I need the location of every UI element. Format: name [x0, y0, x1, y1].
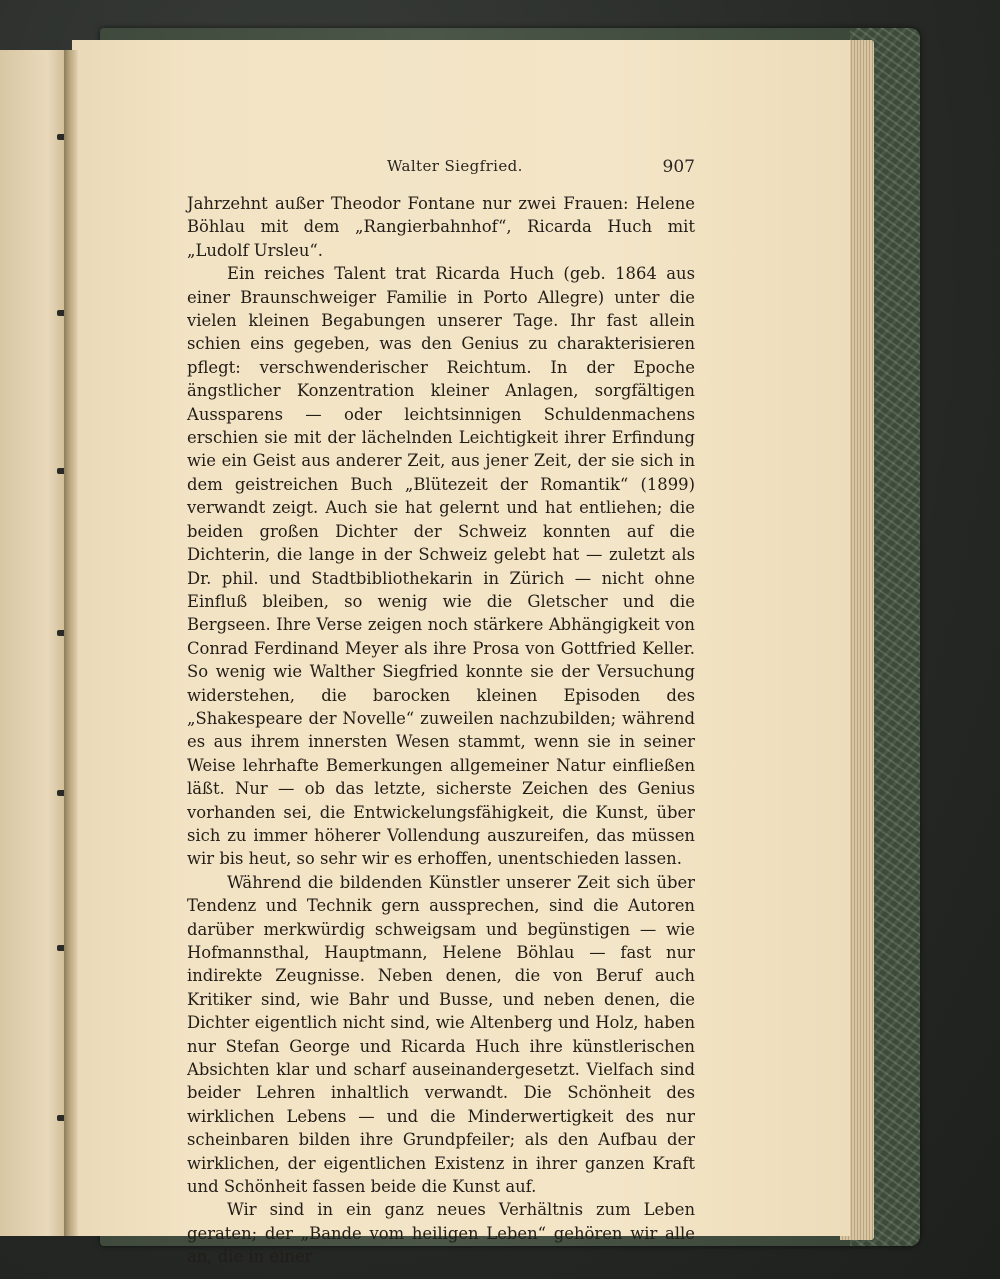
body-text — [187, 192, 695, 1269]
paragraph: Wir sind in ein ganz neues Verhältnis zum Leben geraten; der „Bande vom heiligen Leben“ gehören wir alle an, die in einer — [187, 1200, 695, 1267]
running-title: Walter Siegfried. — [387, 157, 523, 175]
paragraph: Ein reiches Talent trat Ricarda Huch (geb. 1864 aus einer Braunschweiger Familie in Porto Allegre) unter die vielen kleinen Begabungen unserer Tage. Ihr fast allein schien eins gegeben, was den Genius zu charakterisieren pflegt: verschwenderischer Reichtum. In der Epoche ängstlicher Konzentration kleiner Anlagen, sorgfältigen Aussparens — oder leichtsinnigen Schuldenmachens erschien sie mit der lächelnden Leichtigkeit ihrer Erfindung wie ein Geist aus anderer Zeit, aus jener Zeit, der sie sich in dem geistreichen Buch „Blütezeit der Romantik“ (1899) verwandt zeigt. Auch sie hat gelernt und hat entliehen; die beiden großen Dichter der Schweiz konnten auf die Dichterin, die lange in der Schweiz gelebt hat — zuletzt als Dr. phil. und Stadtbibliothekarin in Zürich — nicht ohne Einfluß bleiben, so wenig wie die Gletscher und die Bergseen. Ihre Verse zeigen noch stärkere Abhängigkeit von Conrad Ferdinand Meyer als ihre Prosa von Gottfried Keller. So wenig wie Walther Siegfried konnte sie der Versuchung widerstehen, die barocken kleinen Episoden des „Shakespeare der Novelle“ zuweilen nachzubilden; während es aus ihrem innersten Wesen stammt, wenn sie in seiner Weise lehrhafte Bemerkungen allgemeiner Natur einfließen läßt. Nur — ob das letzte, sicherste Zeichen des Genius vorhanden sei, die Entwickelungsfähigkeit, die Kunst, über sich zu immer höherer Vollendung auszureifen, das müssen wir bis heut, so sehr wir es erhoffen, unentschieden lassen. — [187, 264, 695, 869]
left-page-margin — [0, 50, 68, 1236]
paragraph: Jahrzehnt außer Theodor Fontane nur zwei Frauen: Helene Böhlau mit dem „Rangierbahnhof“, Ricarda Huch mit „Ludolf Ursleu“. — [187, 194, 695, 260]
page-header — [185, 157, 695, 179]
page-number: 907 — [662, 157, 695, 177]
book-gutter — [64, 50, 78, 1236]
paragraph: Während die bildenden Künstler unserer Zeit sich über Tendenz und Technik gern aussprechen, sind die Autoren darüber merkwürdig schweigsam und begünstigen — wie Hofmannsthal, Hauptmann, Helene Böhlau — fast nur indirekte Zeugnisse. Neben denen, die von Beruf auch Kritiker sind, wie Bahr und Busse, und neben denen, die Dichter eigentlich nicht sind, wie Altenberg und Holz, haben nur Stefan George und Ricarda Huch ihre künstlerischen Absichten klar und scharf auseinandergesetzt. Vielfach sind beider Lehren inhaltlich verwandt. Die Schönheit des wirklichen Lebens — und die Minderwertigkeit des nur scheinbaren bilden ihre Grundpfeiler; als den Aufbau der wirklichen, der eigentlichen Existenz in ihrer ganzen Kraft und Schönheit fassen beide die Kunst auf. — [187, 872, 695, 1197]
